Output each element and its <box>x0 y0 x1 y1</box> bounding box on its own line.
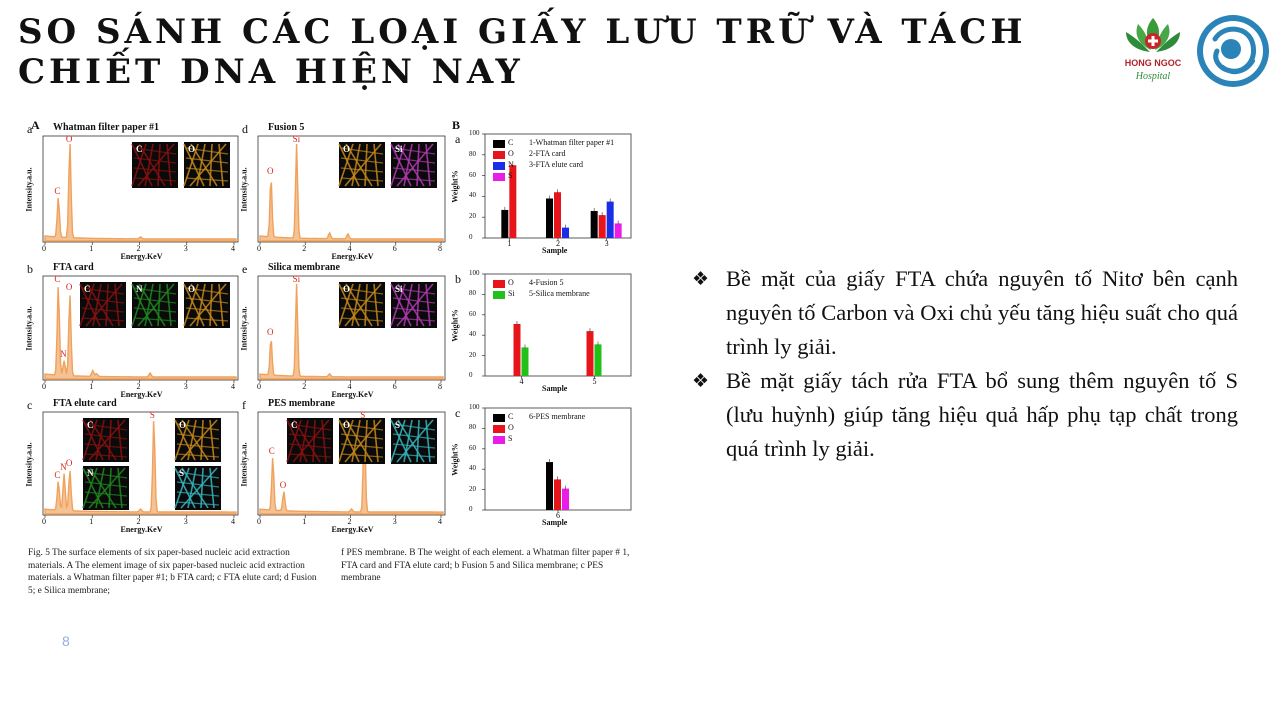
y-tick-label: 0 <box>469 371 473 379</box>
hong-ngoc-logo <box>1118 14 1188 88</box>
x-tick-label: 0 <box>42 382 46 391</box>
bar-s <box>562 489 569 510</box>
bar-si <box>522 347 529 376</box>
peak-label-o: O <box>279 479 287 490</box>
peak-label-si: Si <box>292 134 301 144</box>
bar-panel-letter: b <box>455 272 461 286</box>
sample-note: 3-FTA elute card <box>529 160 584 169</box>
legend-label-o: O <box>508 278 514 287</box>
x-tick-label: 2 <box>347 517 352 526</box>
bar-x-tick-label: 2 <box>556 239 560 248</box>
bar-y-axis-label: Weight% <box>450 309 460 342</box>
x-axis-label: Energy.KeV <box>120 252 163 261</box>
sample-note: 1-Whatman filter paper #1 <box>529 138 615 147</box>
panel-letter: c <box>27 398 33 412</box>
element-map-label: O <box>179 420 187 430</box>
x-tick-label: 1 <box>89 244 94 253</box>
bar-si <box>595 344 602 376</box>
legend-label-s: S <box>508 171 513 180</box>
x-tick-label: 8 <box>438 244 442 253</box>
bar-y-axis-label: Weight% <box>450 170 460 203</box>
y-tick-label: 80 <box>469 423 476 432</box>
x-tick-label: 4 <box>231 244 235 253</box>
peak-label-o: O <box>266 166 274 176</box>
element-map-label: C <box>84 284 91 294</box>
element-map-label: C <box>87 420 94 430</box>
peak-label-o: O <box>65 281 73 292</box>
diamond-bullet-icon: ❖ <box>692 370 710 392</box>
legend-swatch-s <box>493 436 505 444</box>
panel-title: FTA card <box>53 262 94 273</box>
baby-logo-icon <box>1193 11 1273 91</box>
element-map-label: O <box>188 144 196 154</box>
bar-c <box>591 211 598 238</box>
legend-label-n: N <box>508 160 514 169</box>
hong-ngoc-emblem-icon <box>1118 14 1188 60</box>
x-tick-label: 0 <box>257 244 261 253</box>
y-tick-label: 40 <box>469 191 476 200</box>
bar-n <box>607 202 614 238</box>
legend-label-c: C <box>508 412 514 421</box>
sample-note: 2-FTA card <box>529 149 566 158</box>
legend-swatch-n <box>493 162 505 170</box>
x-tick-label: 6 <box>392 244 397 253</box>
x-axis-label: Energy.KeV <box>120 525 163 534</box>
x-tick-label: 0 <box>257 382 261 391</box>
bullet-item <box>690 262 1238 364</box>
sample-note: 6-PES membrane <box>529 412 586 421</box>
y-tick-label: 60 <box>469 170 476 179</box>
x-tick-label: 4 <box>347 382 352 391</box>
bar-x-axis-label: Sample <box>542 384 568 393</box>
y-axis-label: Intensity.a.u. <box>239 441 249 487</box>
y-tick-label: 100 <box>469 403 480 411</box>
y-axis-label: Intensity.a.u. <box>24 441 34 487</box>
bar-y-axis-label: Weight% <box>450 443 460 476</box>
x-tick-label: 0 <box>42 244 46 253</box>
panel-letter: a <box>27 122 33 136</box>
bar-x-tick-label: 3 <box>604 239 609 248</box>
page-number: 8 <box>62 633 70 649</box>
x-tick-label: 4 <box>438 517 442 526</box>
legend-swatch-s <box>493 173 505 181</box>
y-tick-label: 80 <box>469 149 476 158</box>
bar-o <box>514 324 521 376</box>
panel-title: FTA elute card <box>53 398 117 409</box>
bar-x-tick-label: 1 <box>507 239 512 248</box>
element-map-label: N <box>87 468 94 478</box>
peak-label-o: O <box>266 326 274 337</box>
bar-panel-letter: c <box>455 406 461 420</box>
bar-o <box>554 192 561 238</box>
element-map-label: C <box>291 420 298 430</box>
x-tick-label: 4 <box>347 244 352 253</box>
panel-title: Whatman filter paper #1 <box>53 122 160 133</box>
bar-s <box>615 223 622 238</box>
diamond-bullet-icon: ❖ <box>692 268 710 290</box>
legend-swatch-o <box>493 280 505 288</box>
bar-o <box>554 479 561 510</box>
legend-label-s: S <box>508 434 513 443</box>
element-map-label: O <box>343 420 351 430</box>
y-axis-label: Intensity.a.u. <box>239 306 249 351</box>
element-map-label: O <box>188 284 196 294</box>
bar-n <box>562 228 569 238</box>
bar-x-tick-label: 4 <box>519 377 524 386</box>
bullet-item <box>690 364 1238 466</box>
bar-o <box>587 331 594 376</box>
panel-letter: e <box>242 262 248 276</box>
x-tick-label: 4 <box>231 517 235 526</box>
panel-title: PES membrane <box>268 398 335 409</box>
peak-label-o: O <box>65 458 73 469</box>
section-label-b: B <box>452 118 461 132</box>
peak-label-s: S <box>149 409 155 420</box>
x-tick-label: 8 <box>438 382 442 391</box>
element-map-label: C <box>136 144 143 154</box>
legend-label-si: Si <box>508 289 515 298</box>
x-axis-label: Energy.KeV <box>331 252 374 261</box>
x-tick-label: 3 <box>183 517 188 526</box>
slide-title: SO SÁNH CÁC LOẠI GIẤY LƯU TRỮ VÀ TÁCH CHIẾT DNA HIỆN NAY <box>18 12 1027 92</box>
bar-c <box>546 198 553 238</box>
y-tick-label: 0 <box>469 505 473 513</box>
y-tick-label: 100 <box>469 269 480 277</box>
legend-label-o: O <box>508 149 514 158</box>
legend-swatch-o <box>493 151 505 159</box>
x-axis-label: Energy.KeV <box>331 525 374 534</box>
peak-label-si: Si <box>292 273 301 284</box>
y-axis-label: Intensity.a.u. <box>239 167 249 212</box>
bar-x-axis-label: Sample <box>542 246 568 255</box>
panel-letter: f <box>242 398 246 412</box>
x-tick-label: 2 <box>136 382 141 391</box>
peak-label-s: S <box>360 409 366 420</box>
bar-o <box>599 215 606 238</box>
peak-label-o: O <box>65 134 73 144</box>
y-tick-label: 100 <box>469 129 480 137</box>
peak-label-n: N <box>60 349 67 360</box>
x-tick-label: 4 <box>231 382 235 391</box>
hospital-subtitle: Hospital <box>1135 71 1171 82</box>
element-map-label: O <box>343 144 351 154</box>
x-tick-label: 2 <box>136 517 141 526</box>
element-map-label: Si <box>395 284 403 294</box>
element-map-label: Si <box>395 144 403 154</box>
legend-swatch-c <box>493 140 505 148</box>
y-tick-label: 40 <box>469 464 476 473</box>
y-tick-label: 80 <box>469 289 476 298</box>
x-tick-label: 2 <box>302 244 307 253</box>
x-tick-label: 2 <box>302 382 307 391</box>
x-axis-label: Energy.KeV <box>331 390 374 399</box>
panel-title: Fusion 5 <box>268 122 305 133</box>
x-tick-label: 1 <box>89 517 94 526</box>
y-tick-label: 20 <box>469 350 476 359</box>
x-axis-label: Energy.KeV <box>120 390 163 399</box>
panel-letter: d <box>242 122 248 136</box>
legend-swatch-c <box>493 414 505 422</box>
bar-c <box>546 462 553 510</box>
scientific-figure <box>25 112 640 604</box>
y-tick-label: 60 <box>469 443 476 452</box>
x-tick-label: 3 <box>183 244 188 253</box>
y-tick-label: 40 <box>469 330 476 339</box>
x-tick-label: 3 <box>183 382 188 391</box>
peak-label-c: C <box>54 273 61 284</box>
panel-title: Silica membrane <box>268 262 340 273</box>
peak-label-c: C <box>54 470 61 481</box>
panel-letter: b <box>27 262 33 276</box>
element-map-label: S <box>395 420 401 430</box>
x-tick-label: 3 <box>392 517 397 526</box>
y-axis-label: Intensity.a.u. <box>24 306 34 351</box>
y-tick-label: 20 <box>469 212 476 221</box>
x-tick-label: 1 <box>302 517 307 526</box>
bar-x-axis-label: Sample <box>542 518 568 527</box>
y-tick-label: 60 <box>469 309 476 318</box>
peak-label-c: C <box>268 445 275 456</box>
y-tick-label: 20 <box>469 484 476 493</box>
figure-caption-right: f PES membrane. B The weight of each element. a Whatman filter paper # 1, FTA card and FTA elute card; b Fusion 5 and Silica membrane; c PES membrane <box>341 548 630 584</box>
y-tick-label: 0 <box>469 233 473 241</box>
sample-note: 4-Fusion 5 <box>529 278 564 287</box>
legend-label-o: O <box>508 423 514 432</box>
y-axis-label: Intensity.a.u. <box>24 167 34 212</box>
bar-c <box>501 210 508 238</box>
figure-graphics <box>25 112 640 542</box>
element-map-label: S <box>179 468 185 478</box>
bar-x-tick-label: 6 <box>556 511 560 520</box>
x-tick-label: 6 <box>392 382 397 391</box>
peak-label-c: C <box>54 186 61 196</box>
bullet-text: Bề mặt giấy tách rửa FTA bổ sung thêm nguyên tố S (lưu huỳnh) giúp tăng hiệu quả hấp phụ tạp chất trong quá trình ly giải. <box>726 368 1238 461</box>
peak-label-n: N <box>60 462 67 473</box>
sample-note: 5-Silica membrane <box>529 289 590 298</box>
section-label-a: A <box>31 118 40 132</box>
element-map-label: N <box>136 284 143 294</box>
bullet-text: Bề mặt của giấy FTA chứa nguyên tố Nitơ bên cạnh nguyên tố Carbon và Oxi chủ yếu tăng hiệu suất cho quá trình ly giải. <box>726 266 1238 359</box>
legend-swatch-si <box>493 291 505 299</box>
figure-caption-left: Fig. 5 The surface elements of six paper-based nucleic acid extraction materials. A The element image of six paper-based nucleic acid extraction materials. a Whatman filter paper #1; b FTA card; c FTA elute card; d Fusion 5; e Silica membrane; <box>28 548 317 596</box>
hospital-name: HONG NGOC <box>1124 58 1182 68</box>
bullet-list <box>690 262 1238 466</box>
legend-swatch-o <box>493 425 505 433</box>
legend-label-c: C <box>508 138 514 147</box>
element-map-label: O <box>343 284 351 294</box>
x-tick-label: 0 <box>257 517 261 526</box>
bar-panel-letter: a <box>455 132 461 146</box>
bar-x-tick-label: 5 <box>592 377 597 386</box>
x-tick-label: 2 <box>136 244 141 253</box>
x-tick-label: 0 <box>42 517 46 526</box>
x-tick-label: 1 <box>89 382 94 391</box>
